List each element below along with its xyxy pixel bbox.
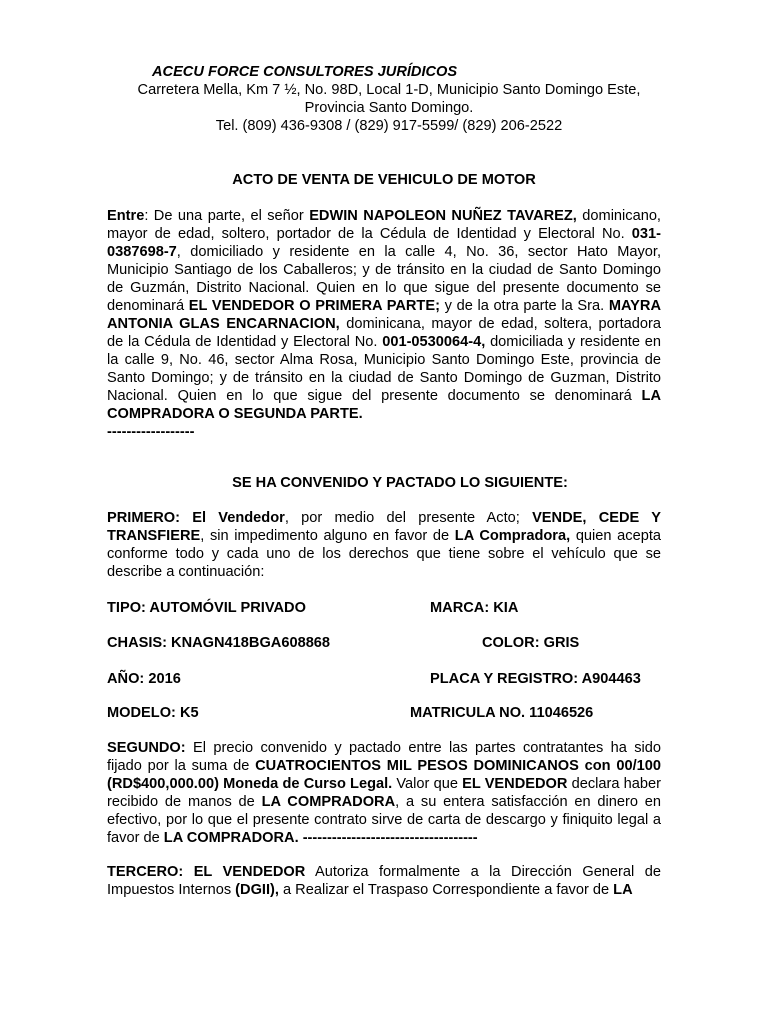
section-title: SE HA CONVENIDO Y PACTADO LO SIGUIENTE: — [232, 475, 568, 491]
primero-action: VENDE, CEDE Y TRANSFIERE — [107, 510, 661, 544]
segundo-text-4: , a su entera satisfacción en dinero en efectivo, por lo que el presente contrato sirve de carta de descargo y finiquito legal a favor de — [107, 794, 661, 846]
vehicle-tipo: TIPO: AUTOMÓVIL PRIVADO — [107, 600, 306, 616]
segundo-paragraph — [107, 739, 661, 847]
parties-text-1: : De una parte, el señor — [144, 208, 310, 224]
vehicle-marca: MARCA: KIA — [430, 600, 519, 616]
buyer-name: MAYRA ANTONIA GLAS ENCARNACION, — [107, 298, 661, 332]
parties-label: Entre — [107, 208, 145, 224]
segundo-seller: EL VENDEDOR — [462, 776, 568, 792]
primero-text-3: quien acepta conforme todo y cada uno de los derechos que tiene sobre el vehículo que se describe a continuación: — [107, 528, 661, 580]
segundo-text-2: Valor que — [392, 776, 463, 792]
seller-role: EL VENDEDOR O PRIMERA PARTE; — [188, 298, 440, 314]
parties-text-5: dominicana, mayor de edad, soltera, portadora de la Cédula de Identidad y Electoral No. — [107, 316, 662, 350]
firm-name: ACECU FORCE CONSULTORES JURÍDICOS — [152, 64, 458, 80]
seller-id: 031-0387698-7 — [107, 226, 661, 260]
tercero-dgii: (DGII), — [235, 882, 279, 898]
primero-paragraph — [107, 509, 661, 581]
vehicle-chasis: CHASIS: KNAGN418BGA608868 — [107, 635, 331, 651]
vehicle-placa: PLACA Y REGISTRO: A904463 — [430, 671, 641, 687]
parties-text-2: dominicano, mayor de edad, soltero, portador de la Cédula de Identidad y Electoral No. — [107, 208, 661, 242]
buyer-id: 001-0530064-4, — [382, 334, 486, 350]
parties-dashes: ------------------ — [107, 424, 195, 440]
segundo-text-3: declara haber recibido de manos de — [107, 776, 661, 810]
parties-paragraph — [107, 207, 661, 441]
buyer-role: LA COMPRADORA O SEGUNDA PARTE. — [107, 388, 661, 422]
vehicle-matricula: MATRICULA NO. 11046526 — [410, 705, 594, 721]
segundo-text-1: El precio convenido y pactado entre las partes contratantes ha sido fijado por la suma de — [107, 740, 661, 774]
seller-name: EDWIN NAPOLEON NUÑEZ TAVAREZ, — [309, 208, 577, 224]
primero-text-2: , sin impedimento alguno en favor de — [200, 528, 455, 544]
tercero-text-2: a Realizar el Traspaso Correspondiente a favor de — [278, 882, 614, 898]
parties-text-4: y de la otra parte la Sra. — [439, 298, 609, 314]
tercero-label: TERCERO: EL VENDEDOR — [107, 864, 306, 880]
parties-text-6: domiciliada y residente en la calle 9, No. 46, sector Alma Rosa, Municipio Santo Domingo Este, provincia de Santo Domingo; y de tránsito en la ciudad de Santo Domingo de Guzman, Distrito Nacional. Quien en lo que sigue del presente documento se denominará — [107, 334, 662, 404]
vehicle-modelo: MODELO: K5 — [107, 705, 199, 721]
segundo-buyer: LA COMPRADORA — [261, 794, 396, 810]
primero-buyer: LA Compradora, — [454, 528, 571, 544]
tercero-paragraph — [107, 863, 661, 899]
segundo-label: SEGUNDO: — [107, 740, 186, 756]
vehicle-anio: AÑO: 2016 — [107, 671, 181, 687]
parties-text-3: , domiciliado y residente en la calle 4, No. 36, sector Hato Mayor, Municipio Santiago de los Caballeros; y de tránsito en la ciudad de Santo Domingo de Guzmán, Distrito Nacional. Quien en lo que sigue del presente documento se denominará — [107, 244, 661, 314]
address-line-2: Provincia Santo Domingo. — [304, 100, 474, 116]
segundo-buyer-end: LA COMPRADORA. ------------------------------------ — [163, 830, 478, 846]
segundo-amount: CUATROCIENTOS MIL PESOS DOMINICANOS con 00/100 (RD$400,000.00) Moneda de Curso Legal. — [107, 758, 661, 792]
vehicle-color: COLOR: GRIS — [482, 635, 580, 651]
primero-label: PRIMERO: El Vendedor — [107, 510, 285, 526]
primero-text-1: , por medio del presente Acto; — [284, 510, 533, 526]
letterhead — [0, 63, 768, 135]
address-line-1: Carretera Mella, Km 7 ½, No. 98D, Local 1-D, Municipio Santo Domingo Este, — [137, 82, 641, 98]
document-title: ACTO DE VENTA DE VEHICULO DE MOTOR — [232, 172, 536, 188]
phone-line: Tel. (809) 436-9308 / (829) 917-5599/ (829) 206-2522 — [215, 118, 563, 134]
tercero-buyer: LA — [613, 882, 633, 898]
tercero-text-1: Autoriza formalmente a la Dirección General de Impuestos Internos — [107, 864, 661, 898]
